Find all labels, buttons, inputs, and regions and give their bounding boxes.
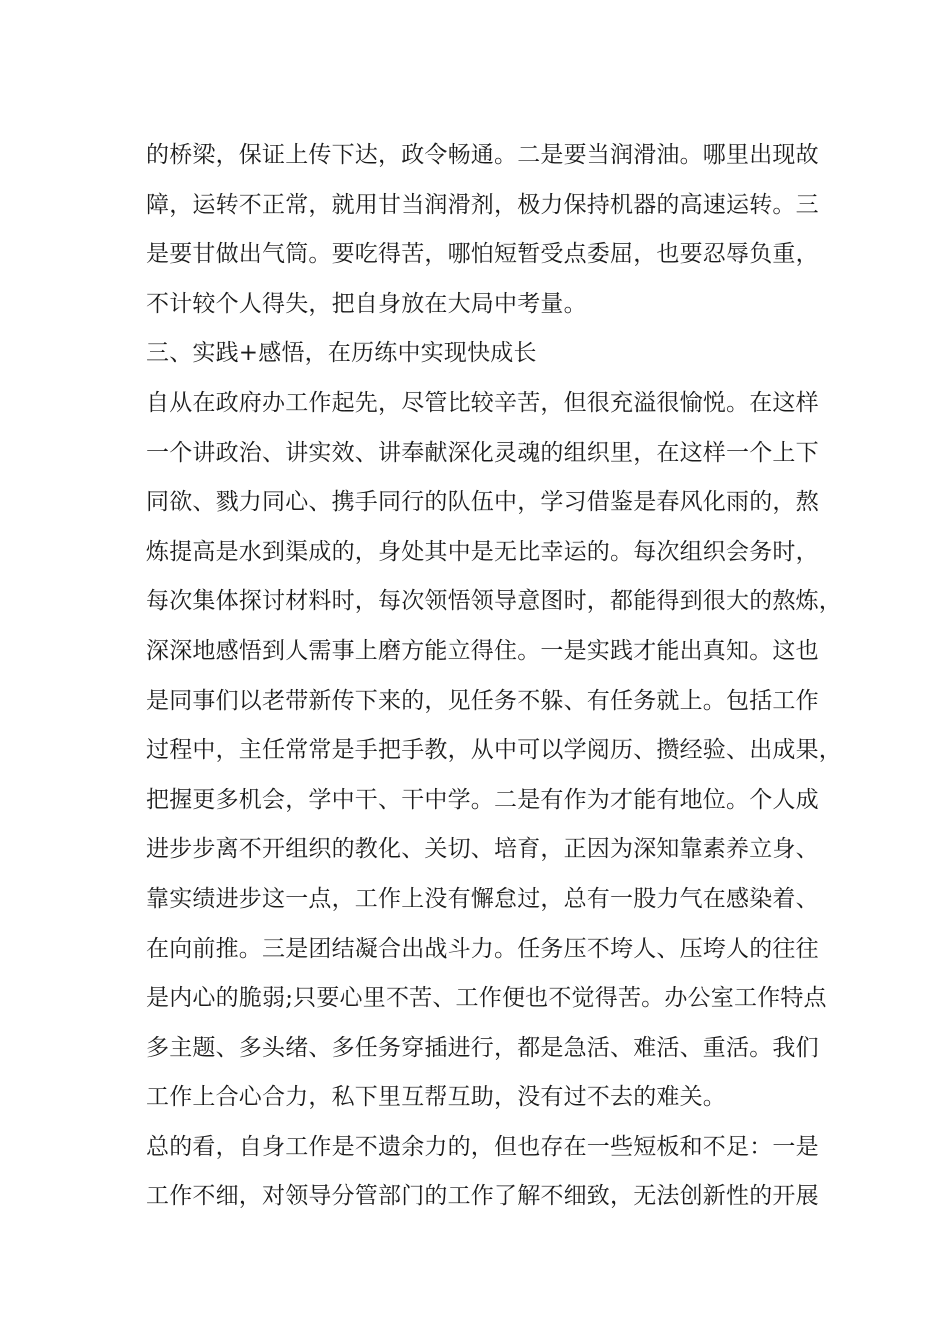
text-line: 障，运转不正常，就用甘当润滑剂，极力保持机器的高速运转。三 [146, 191, 819, 218]
text-line: 炼提高是水到渠成的，身处其中是无比幸运的。每次组织会务时， [146, 538, 819, 565]
text-line: 自从在政府办工作起先，尽管比较辛苦，但很充溢很愉悦。在这样 [146, 389, 819, 416]
text-line: 把握更多机会，学中干、干中学。二是有作为才能有地位。个人成 [146, 786, 819, 813]
text-line: 多主题、多头绪、多任务穿插进行，都是急活、难活、重活。我们 [146, 1034, 819, 1061]
text-line: 靠实绩进步这一点，工作上没有懈怠过，总有一股力气在感染着、 [146, 885, 819, 912]
text-line: 同欲、戮力同心、携手同行的队伍中，学习借鉴是春风化雨的，熬 [146, 489, 819, 516]
text-line: 是内心的脆弱;只要心里不苦、工作便也不觉得苦。办公室工作特点 [146, 985, 827, 1012]
text-line: 工作上合心合力，私下里互帮互助，没有过不去的难关。 [146, 1084, 726, 1111]
text-line: 不计较个人得失，把自身放在大局中考量。 [146, 290, 587, 317]
text-line: 进步步离不开组织的教化、关切、培育，正因为深知靠素养立身、 [146, 836, 819, 863]
text-line: 是要甘做出气筒。要吃得苦，哪怕短暂受点委屈，也要忍辱负重， [146, 241, 819, 268]
text-line: 在向前推。三是团结凝合出战斗力。任务压不垮人、压垮人的往往 [146, 935, 819, 962]
text-line: 一个讲政治、讲实效、讲奉献深化灵魂的组织里，在这样一个上下 [146, 439, 819, 466]
text-line: 工作不细，对领导分管部门的工作了解不细致，无法创新性的开展 [146, 1183, 819, 1210]
text-line: 过程中，主任常常是手把手教，从中可以学阅历、攒经验、出成果， [146, 737, 842, 764]
text-line: 的桥梁，保证上传下达，政令畅通。二是要当润滑油。哪里出现故 [146, 142, 819, 168]
body-text [146, 131, 842, 1222]
text-line: 总的看，自身工作是不遗余力的，但也存在一些短板和不足：一是 [146, 1133, 819, 1160]
text-line: 是同事们以老带新传下来的，见任务不躲、有任务就上。包括工作 [146, 687, 819, 714]
text-line: 每次集体探讨材料时，每次领悟领导意图时，都能得到很大的熬炼， [146, 588, 842, 615]
text-line: 深深地感悟到人需事上磨方能立得住。一是实践才能出真知。这也 [146, 637, 819, 664]
section-heading: 三、实践+感悟，在历练中实现快成长 [146, 340, 537, 367]
